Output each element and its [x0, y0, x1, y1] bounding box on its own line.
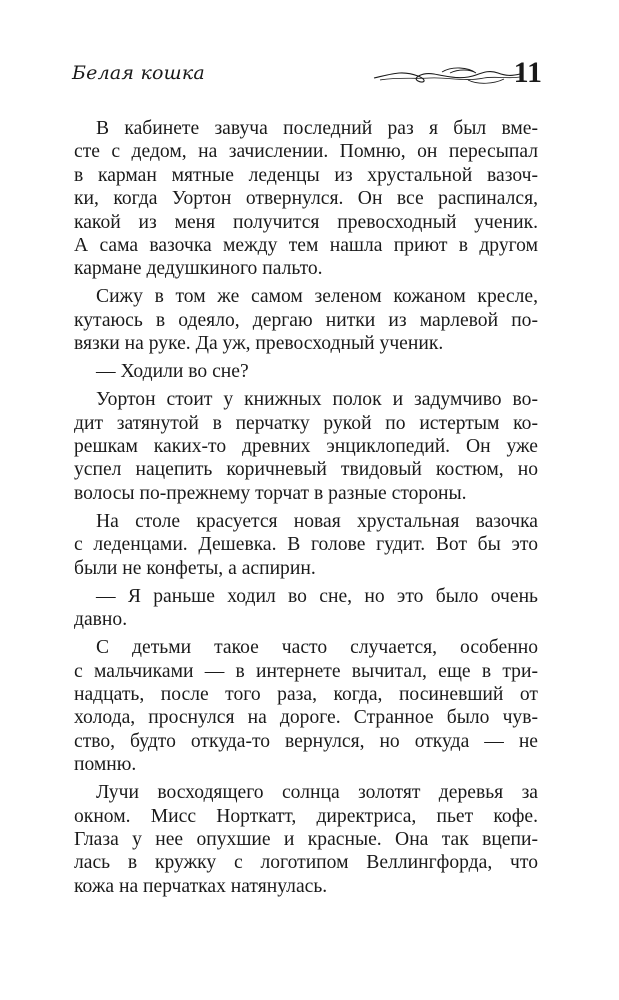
- paragraph: [74, 285, 538, 355]
- text-line: давно.: [74, 609, 128, 631]
- text-line: ки, когда Уортон отвернулся. Он все распинался,: [74, 188, 538, 210]
- text-line: — Я раньше ходил во сне, но это было очень: [96, 585, 538, 607]
- text-line: — Ходили во сне?: [96, 361, 249, 383]
- text-line: кутаюсь в одеяло, дергаю нитки из марлевой по-: [74, 309, 538, 331]
- text-line: ство, будто откуда-то вернулся, но откуда — не: [74, 730, 538, 752]
- text-line: какой из меня получится превосходный ученик.: [74, 211, 538, 233]
- paragraph: [74, 360, 538, 383]
- text-line: сте с дедом, на зачислении. Помню, он пересыпал: [74, 141, 538, 163]
- text-line: волосы по-прежнему торчат в разные стороны.: [74, 482, 467, 504]
- text-line: кожа на перчатках натянулась.: [74, 875, 328, 897]
- text-line: кармане дедушкиного пальто.: [74, 258, 323, 280]
- paragraph: [74, 388, 538, 505]
- text-line: холода, проснулся на дороге. Странное было чув-: [74, 707, 538, 729]
- text-line: Лучи восходящего солнца золотят деревья за: [96, 782, 538, 804]
- text-line: Сижу в том же самом зеленом кожаном кресле,: [96, 286, 538, 308]
- text-line: Уортон стоит у книжных полок и задумчиво во-: [96, 389, 538, 411]
- paragraph: [74, 510, 538, 580]
- page-number: 11: [513, 56, 542, 89]
- paragraph: [74, 636, 538, 776]
- text-line: С детьми такое часто случается, особенно: [96, 637, 538, 659]
- text-line: дит затянутой в перчатку рукой по истертым ко-: [74, 412, 538, 434]
- text-line: помню.: [74, 754, 137, 776]
- text-line: Глаза у нее опухшие и красные. Она так вцепи-: [74, 828, 538, 850]
- text-line: в карман мятные леденцы из хрустальной вазоч-: [74, 164, 538, 186]
- text-line: были не конфеты, а аспирин.: [74, 557, 316, 579]
- flourish-ornament-icon: [372, 64, 522, 86]
- text-line: вязки на руке. Да уж, превосходный ученик.: [74, 333, 444, 355]
- body-text: [74, 117, 538, 903]
- text-line: На столе красуется новая хрустальная вазочка: [96, 510, 538, 532]
- paragraph: [74, 117, 538, 281]
- page-header: [72, 56, 542, 96]
- text-line: лась в кружку с логотипом Веллингфорда, что: [74, 852, 538, 874]
- text-line: А сама вазочка между тем нашла приют в другом: [74, 235, 538, 257]
- running-title: Белая кошка: [72, 62, 205, 84]
- text-line: с леденцами. Дешевка. В голове гудит. Вот бы это: [74, 534, 538, 556]
- paragraph: [74, 585, 538, 632]
- text-line: В кабинете завуча последний раз я был вме-: [96, 118, 538, 139]
- text-line: надцать, после того раза, когда, посиневший от: [74, 683, 538, 705]
- text-line: окном. Мисс Норткатт, директриса, пьет кофе.: [74, 805, 538, 827]
- text-line: с мальчиками — в интернете вычитал, еще в три-: [74, 660, 538, 682]
- paragraph: [74, 781, 538, 898]
- text-line: успел нацепить коричневый твидовый костюм, но: [74, 459, 538, 481]
- text-line: решкам каких-то древних энциклопедий. Он уже: [74, 436, 538, 458]
